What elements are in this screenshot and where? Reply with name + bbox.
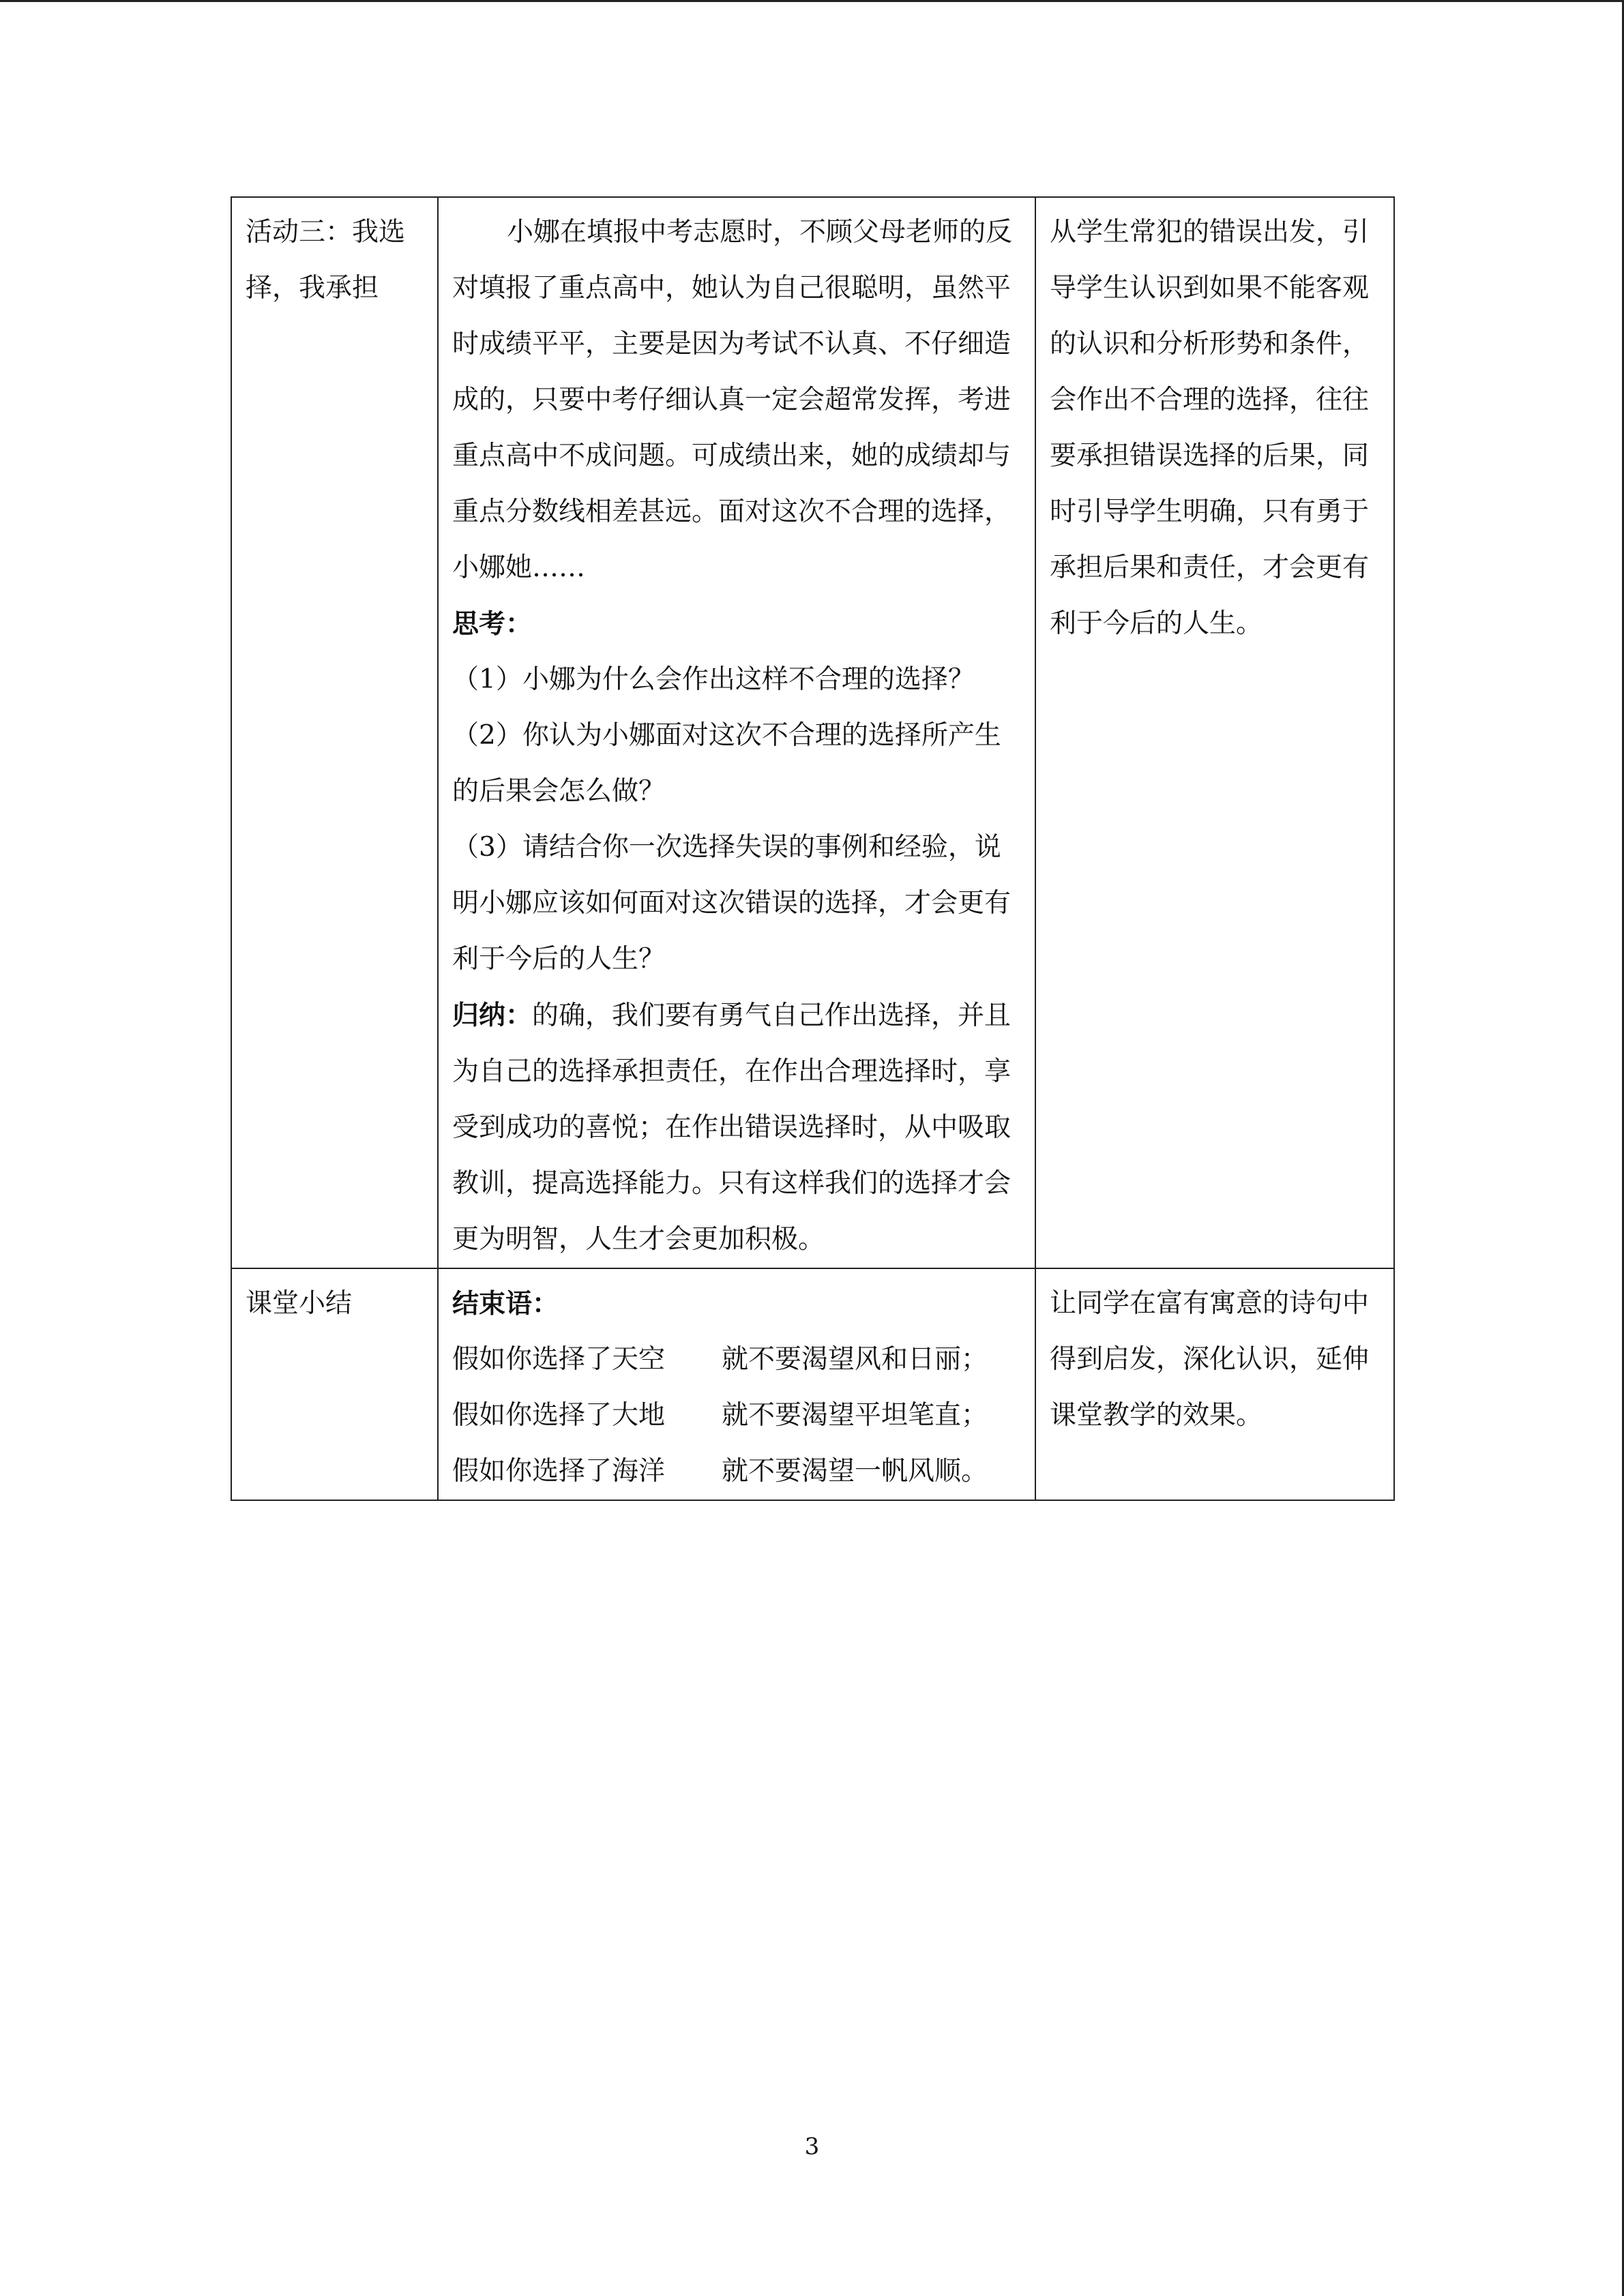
think-heading: 思考：	[452, 608, 533, 640]
summary-heading: 归纳：	[452, 1000, 533, 1031]
table-row-activity-three	[231, 197, 1394, 1268]
activity-intent-cell	[1035, 197, 1394, 1268]
question-3: （3）请结合你一次选择失误的事例和经验，说明小娜应该如何面对这次错误的选择，才会更有利于今后的人生？	[452, 832, 1012, 974]
table-row-class-summary	[231, 1268, 1394, 1500]
page-frame-top	[0, 0, 1624, 2]
summary-label-cell	[231, 1268, 438, 1500]
activity-label: 活动三：我选择，我承担	[246, 217, 406, 303]
summary-label: 课堂小结	[246, 1288, 353, 1319]
verse-2-first: 假如你选择了大地	[452, 1400, 666, 1431]
story-paragraph: 小娜在填报中考志愿时，不顾父母老师的反对填报了重点高中，她认为自己很聪明，虽然平时成绩平平，主要是因为考试不认真、不仔细造成的，只要中考仔细认真一定会超常发挥，考进重点高中不成问题。可成绩出来，她的成绩却与重点分数线相差甚远。面对这次不合理的选择，小娜她……	[452, 217, 1013, 583]
activity-content-cell	[438, 197, 1035, 1268]
page-number: 3	[804, 2133, 820, 2160]
verse-2-second: 就不要渴望平坦笔直；	[722, 1400, 988, 1431]
question-2: （2）你认为小娜面对这次不合理的选择所产生的后果会怎么做？	[452, 720, 1001, 807]
verse-3-first: 假如你选择了海洋	[452, 1456, 666, 1487]
verse-1-second: 就不要渴望风和日丽；	[722, 1344, 988, 1375]
verse-3-second: 就不要渴望一帆风顺。	[722, 1456, 988, 1487]
summary-paragraph	[452, 987, 1021, 1268]
summary-intent: 让同学在富有寓意的诗句中得到启发，深化认识，延伸课堂教学的效果。	[1050, 1288, 1370, 1431]
activity-label-cell	[231, 197, 438, 1268]
verse-1-first: 假如你选择了天空	[452, 1344, 666, 1375]
lesson-plan-table	[231, 196, 1395, 1501]
summary-text: 的确，我们要有勇气自己作出选择，并且为自己的选择承担责任，在作出合理选择时，享受到成功的喜悦；在作出错误选择时，从中吸取教训，提高选择能力。只有这样我们的选择才会更为明智，人生才会更加积极。	[452, 1000, 1012, 1255]
summary-content-cell	[438, 1268, 1035, 1500]
verse-line-3	[452, 1444, 1021, 1500]
verse-line-2	[452, 1388, 1021, 1444]
question-1: （1）小娜为什么会作出这样不合理的选择？	[452, 664, 975, 695]
verse-line-1	[452, 1332, 1021, 1388]
closing-heading: 结束语：	[452, 1288, 559, 1320]
summary-intent-cell	[1035, 1268, 1394, 1500]
activity-intent: 从学生常犯的错误出发，引导学生认识到如果不能客观的认识和分析形势和条件，会作出不合理的选择，往往要承担错误选择的后果，同时引导学生明确，只有勇于承担后果和责任，才会更有利于今后的人生。	[1050, 217, 1370, 639]
